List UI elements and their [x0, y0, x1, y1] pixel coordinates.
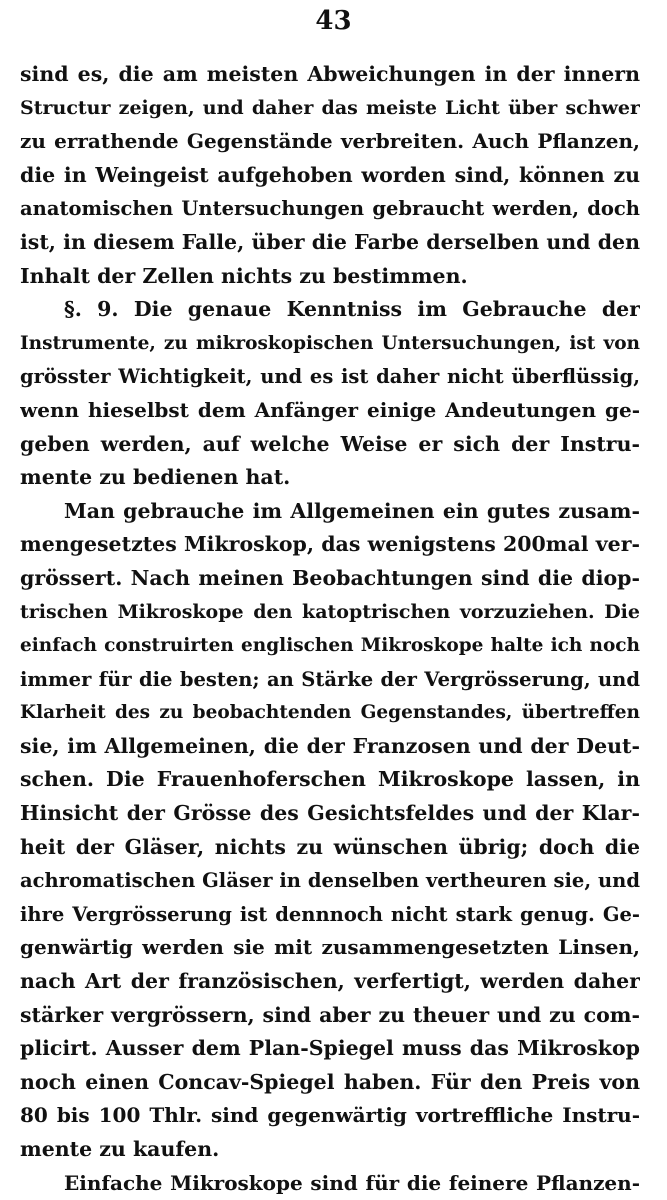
text-line: die in Weingeist aufgehoben worden sind, können zu [20, 162, 640, 187]
text-line: wenn hieselbst dem Anfänger einige Andeutungen ge- [20, 397, 640, 422]
text-line: Klarheit des zu beobachtenden Gegenstandes, übertreffen [20, 702, 640, 724]
page-number: 43 [315, 6, 352, 36]
paragraph-continuation [20, 58, 640, 293]
body-text [20, 58, 640, 1200]
text-line: trischen Mikroskope den katoptrischen vorzuziehen. Die [20, 600, 640, 623]
text-line: nach Art der französischen, verfertigt, werden daher [20, 969, 640, 994]
text-line: sind es, die am meisten Abweichungen in der innern [20, 62, 640, 86]
paragraph-microscope [20, 495, 640, 1167]
text-line: zu errathende Gegenstände verbreiten. Auch Pflanzen, [20, 129, 640, 154]
text-line: sie, im Allgemeinen, die der Franzosen und der Deut- [20, 733, 640, 758]
text-line: grössert. Nach meinen Beobachtungen sind die diop- [20, 565, 640, 590]
text-line: heit der Gläser, nichts zu wünschen übrig; doch die [20, 834, 640, 859]
text-line: schen. Die Frauenhoferschen Mikroskope lassen, in [20, 767, 640, 792]
text-line: ihre Vergrösserung ist dennnoch nicht stark genug. Ge- [20, 902, 640, 926]
text-line: noch einen Concav-Spiegel haben. Für den Preis von [20, 1069, 640, 1094]
paragraph-section-9 [20, 293, 640, 495]
text-line: genwärtig werden sie mit zusammengesetzten Linsen, [20, 935, 640, 960]
text-line: einfach construirten englischen Mikroskope halte ich noch [20, 635, 640, 657]
text-line: Man gebrauche im Allgemeinen ein gutes zusam- [64, 498, 640, 523]
text-line: Hinsicht der Grösse des Gesichtsfeldes und der Klar- [20, 801, 640, 826]
text-line: grösster Wichtigkeit, und es ist daher nicht überflüssig, [20, 365, 640, 389]
text-line: mente zu kaufen. [20, 1137, 220, 1161]
text-line: mente zu bedienen hat. [20, 465, 291, 490]
text-line: Instrumente, zu mikroskopischen Untersuchungen, ist von [20, 332, 640, 354]
text-line: ist, in diesem Falle, über die Farbe derselben und den [20, 229, 640, 254]
text-line: achromatischen Gläser in denselben vertheuren sie, und [20, 869, 640, 893]
text-line: geben werden, auf welche Weise er sich der Instru- [20, 431, 640, 456]
text-line: immer für die besten; an Stärke der Vergrösserung, und [20, 667, 640, 691]
text-line: Inhalt der Zellen nichts zu bestimmen. [20, 263, 468, 288]
text-line: plicirt. Ausser dem Plan-Spiegel muss das Mikroskop [20, 1036, 640, 1061]
text-line: stärker vergrössern, sind aber zu theuer und zu com- [20, 1002, 640, 1027]
section-heading-line: §. 9. Die genaue Kenntniss im Gebrauche der [64, 297, 640, 322]
text-line: Einfache Mikroskope sind für die feinere Pflanzen- [64, 1170, 640, 1195]
text-line: mengesetztes Mikroskop, das wenigstens 200mal ver- [20, 532, 640, 557]
text-line: 80 bis 100 Thlr. sind gegenwärtig vortreffliche Instru- [20, 1103, 640, 1128]
text-line: Structur zeigen, und daher das meiste Licht über schwer [20, 96, 640, 119]
paragraph-simple-microscopes [20, 1167, 640, 1200]
text-line: anatomischen Untersuchungen gebraucht werden, doch [20, 197, 640, 221]
